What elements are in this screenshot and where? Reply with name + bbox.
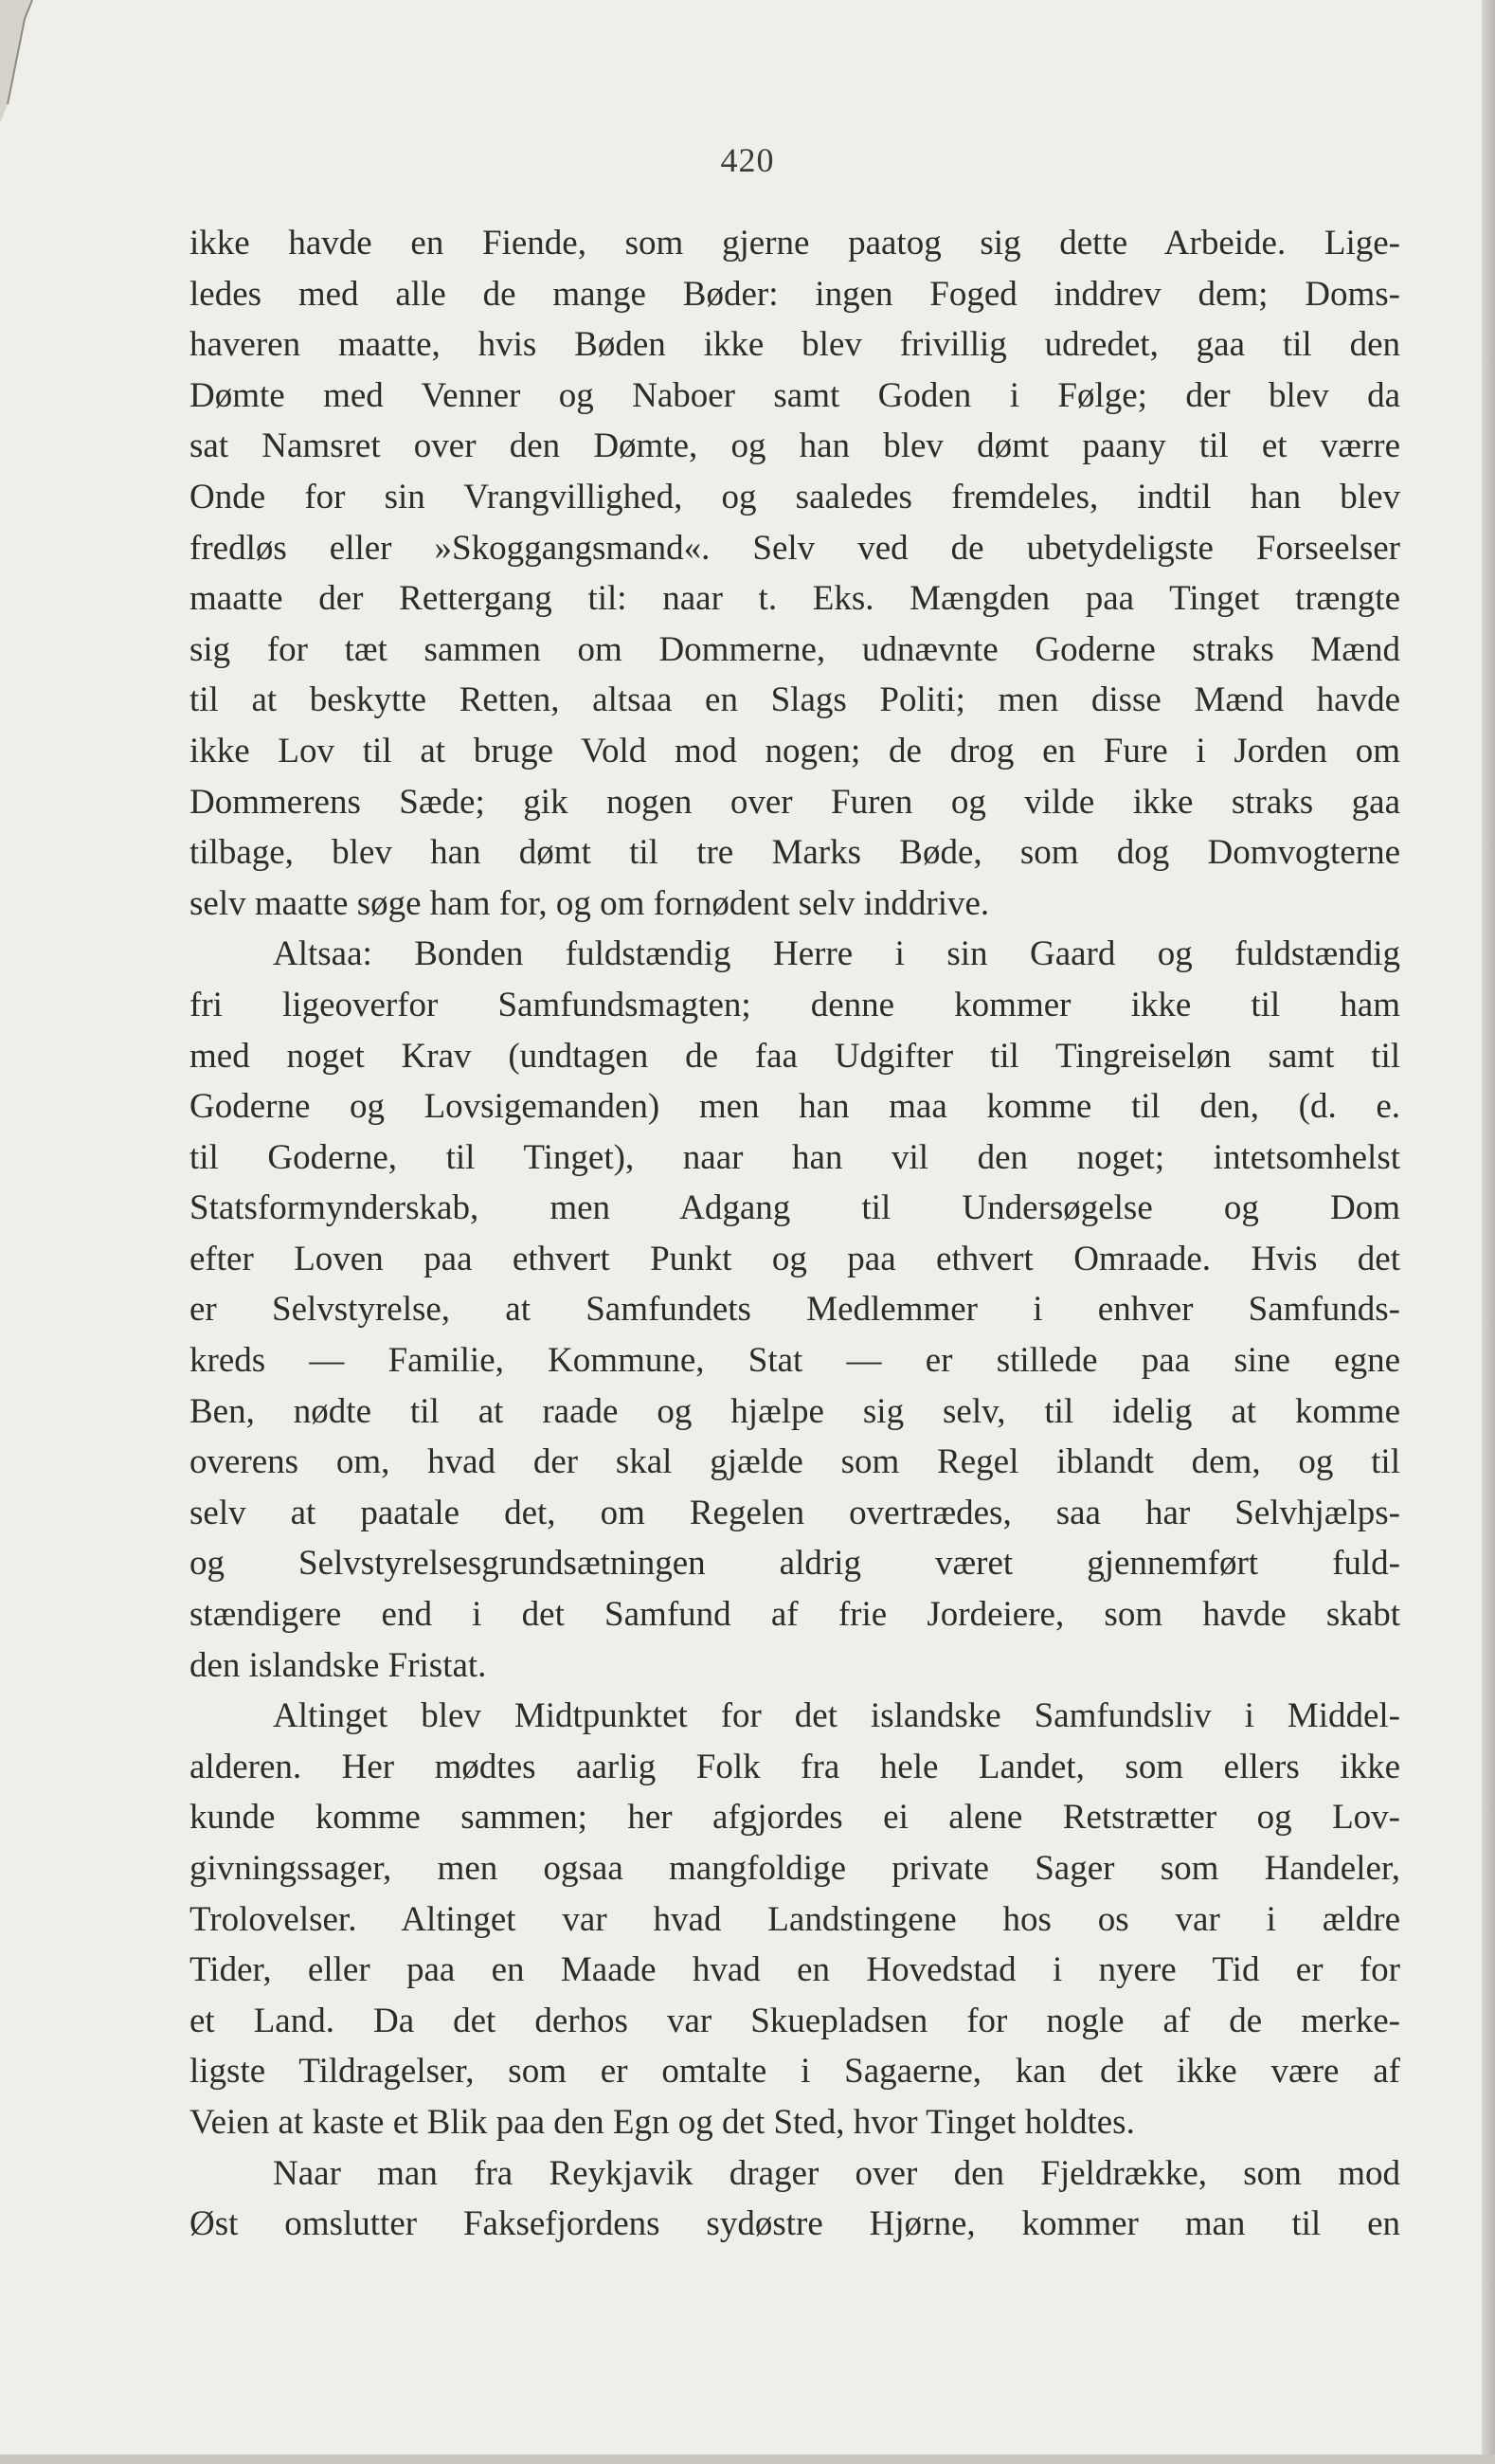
text-line: er Selvstyrelse, at Samfundets Medlemmer i enhver Samfunds- [189, 1290, 1400, 1330]
text-line: den islandske Fristat. [189, 1645, 487, 1685]
text-line: til Goderne, til Tinget), naar han vil den noget; intetsomhelst [189, 1137, 1400, 1177]
text-line: Statsformynderskab, men Adgang til Undersøgelse og Dom [189, 1188, 1400, 1228]
page-number: 420 [720, 141, 775, 179]
text-line: haveren maatte, hvis Bøden ikke blev frivillig udredet, gaa til den [189, 325, 1400, 365]
text-line: sig for tæt sammen om Dommerne, udnævnte Goderne straks Mænd [189, 629, 1400, 669]
text-line: Trolovelser. Altinget var hvad Landstingene hos os var i ældre [189, 1899, 1400, 1939]
text-line: ikke havde en Fiende, som gjerne paatog sig dette Arbeide. Lige- [189, 224, 1400, 263]
text-line: stændigere end i det Samfund af frie Jordeiere, som havde skabt [189, 1595, 1400, 1635]
text-line: til at beskytte Retten, altsaa en Slags Politi; men disse Mænd havde [189, 680, 1400, 720]
paragraph [189, 2148, 1400, 2250]
text-line: overens om, hvad der skal gjælde som Regel iblandt dem, og til [189, 1442, 1400, 1482]
text-line: Dommerens Sæde; gik nogen over Furen og vilde ikke straks gaa [189, 782, 1400, 822]
text-line: givningssager, men ogsaa mangfoldige private Sager som Handeler, [189, 1849, 1400, 1888]
text-line: Dømte med Venner og Naboer samt Goden i Følge; der blev da [189, 375, 1400, 415]
torn-corner-mark [0, 0, 57, 123]
paragraph [189, 218, 1400, 929]
text-line: selv maatte søge ham for, og om fornødent selv inddrive. [189, 883, 990, 923]
text-line: selv at paatale det, om Regelen overtrædes, saa har Selvhjælps- [189, 1493, 1400, 1532]
text-line: kreds — Familie, Kommune, Stat — er stillede paa sine egne [189, 1341, 1400, 1381]
text-line: efter Loven paa ethvert Punkt og paa ethvert Omraade. Hvis det [189, 1239, 1400, 1278]
text-line: Goderne og Lovsigemanden) men han maa komme til den, (d. e. [189, 1087, 1400, 1127]
text-line: Veien at kaste et Blik paa den Egn og det Sted, hvor Tinget holdtes. [189, 2102, 1135, 2142]
text-line: tilbage, blev han dømt til tre Marks Bøde, som dog Domvogterne [189, 833, 1400, 873]
text-line: sat Namsret over den Dømte, og han blev dømt paany til et værre [189, 426, 1400, 466]
page-edge-right [1482, 0, 1495, 2464]
page-edge-bottom [0, 2455, 1495, 2464]
paragraph [189, 1691, 1400, 2147]
text-line: alderen. Her mødtes aarlig Folk fra hele Landet, som ellers ikke [189, 1747, 1400, 1786]
text-line: et Land. Da det derhos var Skuepladsen for nogle af de merke- [189, 2001, 1400, 2040]
text-line: Ben, nødte til at raade og hjælpe sig selv, til idelig at komme [189, 1391, 1400, 1431]
text-line: Naar man fra Reykjavik drager over den Fjeldrække, som mod [273, 2153, 1400, 2193]
text-line: Altinget blev Midtpunktet for det islandske Samfundsliv i Middel- [273, 1696, 1400, 1736]
text-line: fredløs eller »Skoggangsmand«. Selv ved de ubetydeligste Forseelser [189, 528, 1400, 568]
paragraph [189, 929, 1400, 1691]
text-line: Onde for sin Vrangvillighed, og saaledes fremdeles, indtil han blev [189, 477, 1400, 516]
text-line: ledes med alle de mange Bøder: ingen Foged inddrev dem; Doms- [189, 274, 1400, 314]
text-line: ikke Lov til at bruge Vold mod nogen; de drog en Fure i Jorden om [189, 731, 1400, 770]
text-line: kunde komme sammen; her afgjordes ei alene Retstrætter og Lov- [189, 1798, 1400, 1838]
text-line: og Selvstyrelsesgrundsætningen aldrig været gjennemført fuld- [189, 1544, 1400, 1584]
body-text [189, 218, 1400, 2250]
text-line: ligste Tildragelser, som er omtalte i Sagaerne, kan det ikke være af [189, 2052, 1400, 2092]
text-line: Altsaa: Bonden fuldstændig Herre i sin Gaard og fuldstændig [273, 934, 1400, 974]
text-line: Øst omslutter Faksefjordens sydøstre Hjørne, kommer man til en [189, 2204, 1400, 2244]
text-line: maatte der Rettergang til: naar t. Eks. Mængden paa Tinget trængte [189, 579, 1400, 619]
text-line: med noget Krav (undtagen de faa Udgifter til Tingreiseløn samt til [189, 1036, 1400, 1076]
text-line: fri ligeoverfor Samfundsmagten; denne kommer ikke til ham [189, 985, 1400, 1024]
text-line: Tider, eller paa en Maade hvad en Hovedstad i nyere Tid er for [189, 1950, 1400, 1990]
